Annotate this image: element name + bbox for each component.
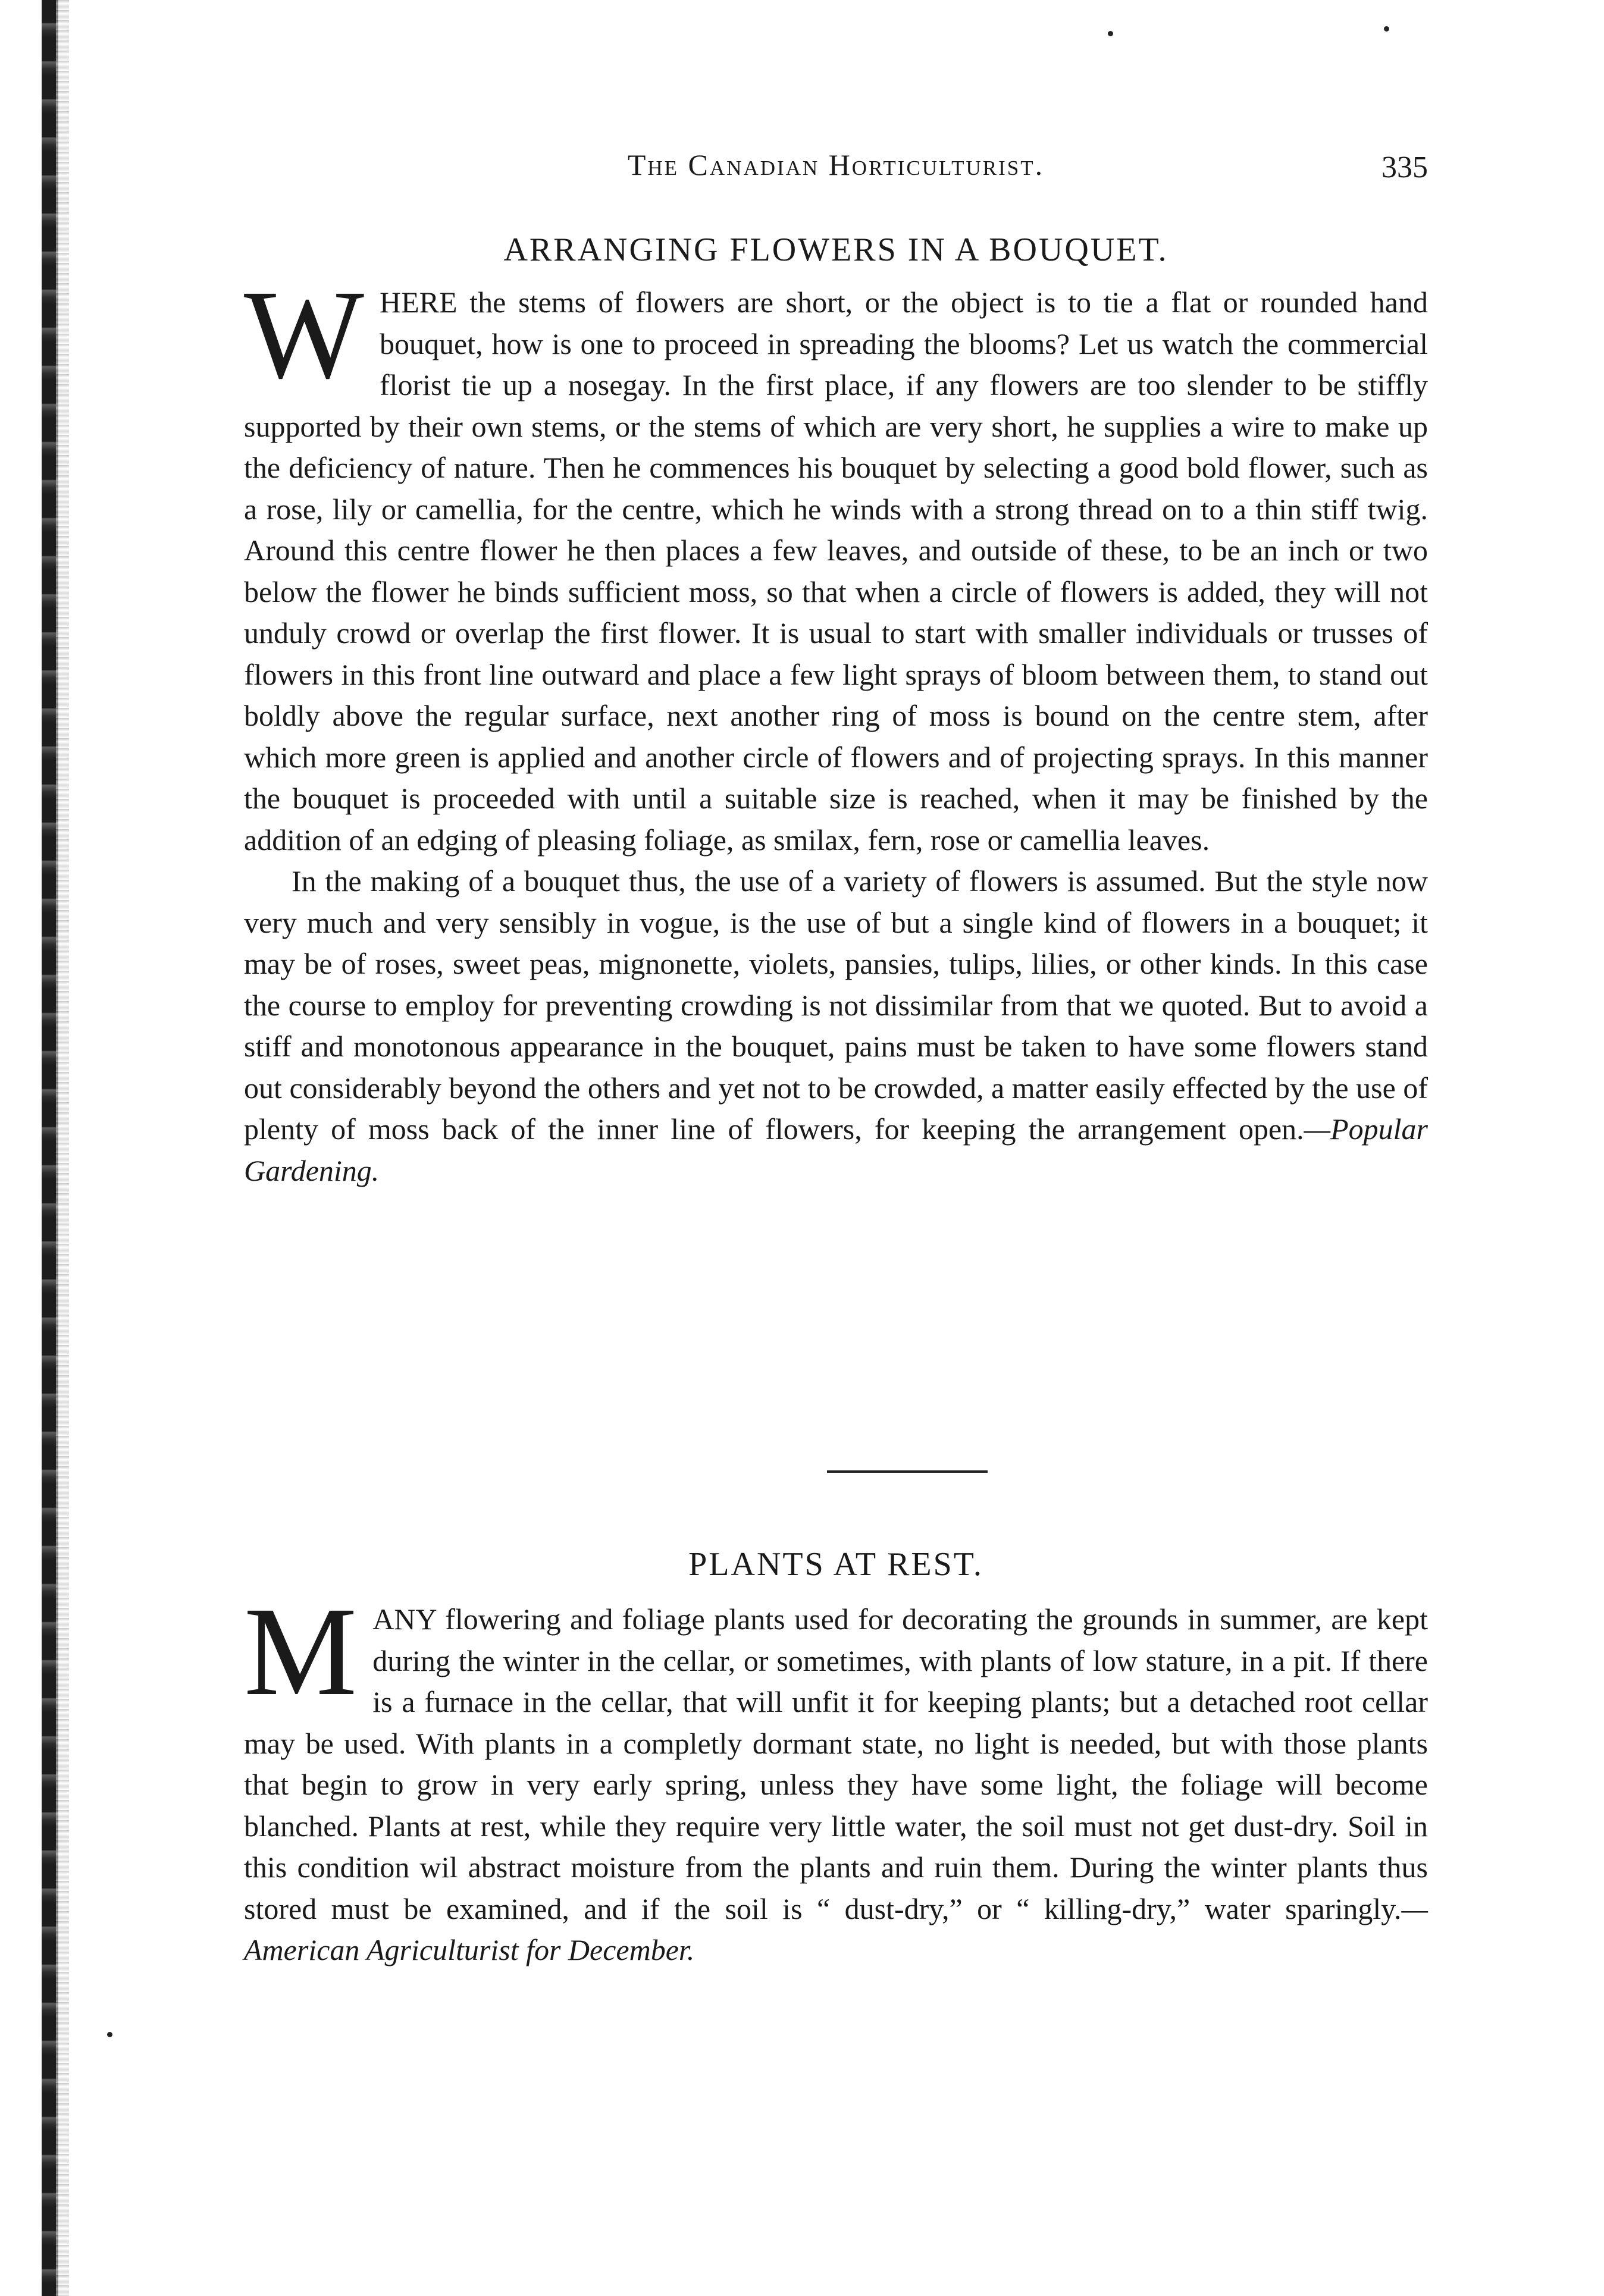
running-head <box>244 148 1428 195</box>
print-speck <box>107 2032 112 2037</box>
paragraph-text: ANY flowering and foliage plants used for decorating the grounds in summer, are kept during the winter in the cellar, or sometimes, with plants of low stature, in a pit. If there is a furnace in the cellar, that will unfit it for keeping plants; but a detached root cellar may be used. With plants in a completly dormant state, no light is needed, but with those plants that begin to grow in very early spring, unless they have some light, the foliage will become blanched. Plants at rest, while they require very little water, the soil must not get dust-dry. Soil in this condition wil abstract moisture from the plants and ruin them. During the winter plants thus stored must be examined, and if the soil is “ dust-dry,” or “ killing-dry,” water sparingly. <box>244 1602 1428 1925</box>
article-title: PLANTS AT REST. <box>688 1546 983 1583</box>
section-divider <box>827 1470 988 1473</box>
article-plants-at-rest <box>244 1545 1428 1971</box>
article-paragraph <box>244 264 1428 861</box>
article-arranging-flowers <box>244 231 1428 1191</box>
print-speck <box>1384 26 1389 32</box>
source-citation: —American Agriculturist for December. <box>244 1892 1428 1966</box>
article-paragraph <box>244 1581 1428 1971</box>
paragraph-text: In the making of a bouquet thus, the use of a variety of flowers is assumed. But the style now very much and very sensibly in vogue, is the use of but a single kind of flowers in a bouquet; it may be of roses, sweet peas, mignonette, violets, pansies, tulips, lilies, or other kinds. In this case the course to employ for preventing crowding is not dissimilar from that we quoted. But to avoid a stiff and monotonous appearance in the bouquet, pains must be taken to have some flowers stand out considerably beyond the others and yet not to be crowded, a matter easily effected by the use of plenty of moss back of the inner line of flowers, for keeping the arrangement open. <box>244 864 1428 1146</box>
article-title: ARRANGING FLOWERS IN A BOUQUET. <box>503 231 1168 268</box>
running-head-title: The Canadian Horticulturist. <box>627 148 1045 181</box>
article-paragraph <box>244 861 1428 1191</box>
source-citation: —Popular Gardening. <box>244 1112 1428 1187</box>
paragraph-text: HERE the stems of flowers are short, or the object is to tie a flat or rounded hand bouquet, how is one to proceed in spreading the blooms? Let us watch the commercial florist tie up a nosegay. In the first place, if any flowers are too slender to be stiffly supported by their own stems, or the stems of which are very short, he supplies a wire to make up the deficiency of nature. Then he commences his bouquet by selecting a good bold flower, such as a rose, lily or camellia, for the centre, which he winds with a strong thread on to a thin stiff twig. Around this centre flower he then places a few leaves, and outside of these, to be an inch or two below the flower he binds sufficient moss, so that when a circle of flowers is added, they will not unduly crowd or overlap the first flower. It is usual to start with smaller individuals or trusses of flowers in this front line outward and place a few light sprays of bloom between them, to stand out boldly above the regular surface, next another ring of moss is bound on the centre stem, after which more green is applied and another circle of flowers and of projecting sprays. In this manner the bouquet is proceeded with until a suitable size is reached, when it may be finished by the addition of an edging of pleasing foliage, as smilax, fern, rose or camellia leaves. <box>244 286 1428 857</box>
drop-cap: W <box>244 264 364 405</box>
print-speck <box>1108 31 1113 36</box>
page-number: 335 <box>1381 150 1428 184</box>
page-binding-edge <box>42 0 58 2296</box>
drop-cap: M <box>244 1581 358 1722</box>
